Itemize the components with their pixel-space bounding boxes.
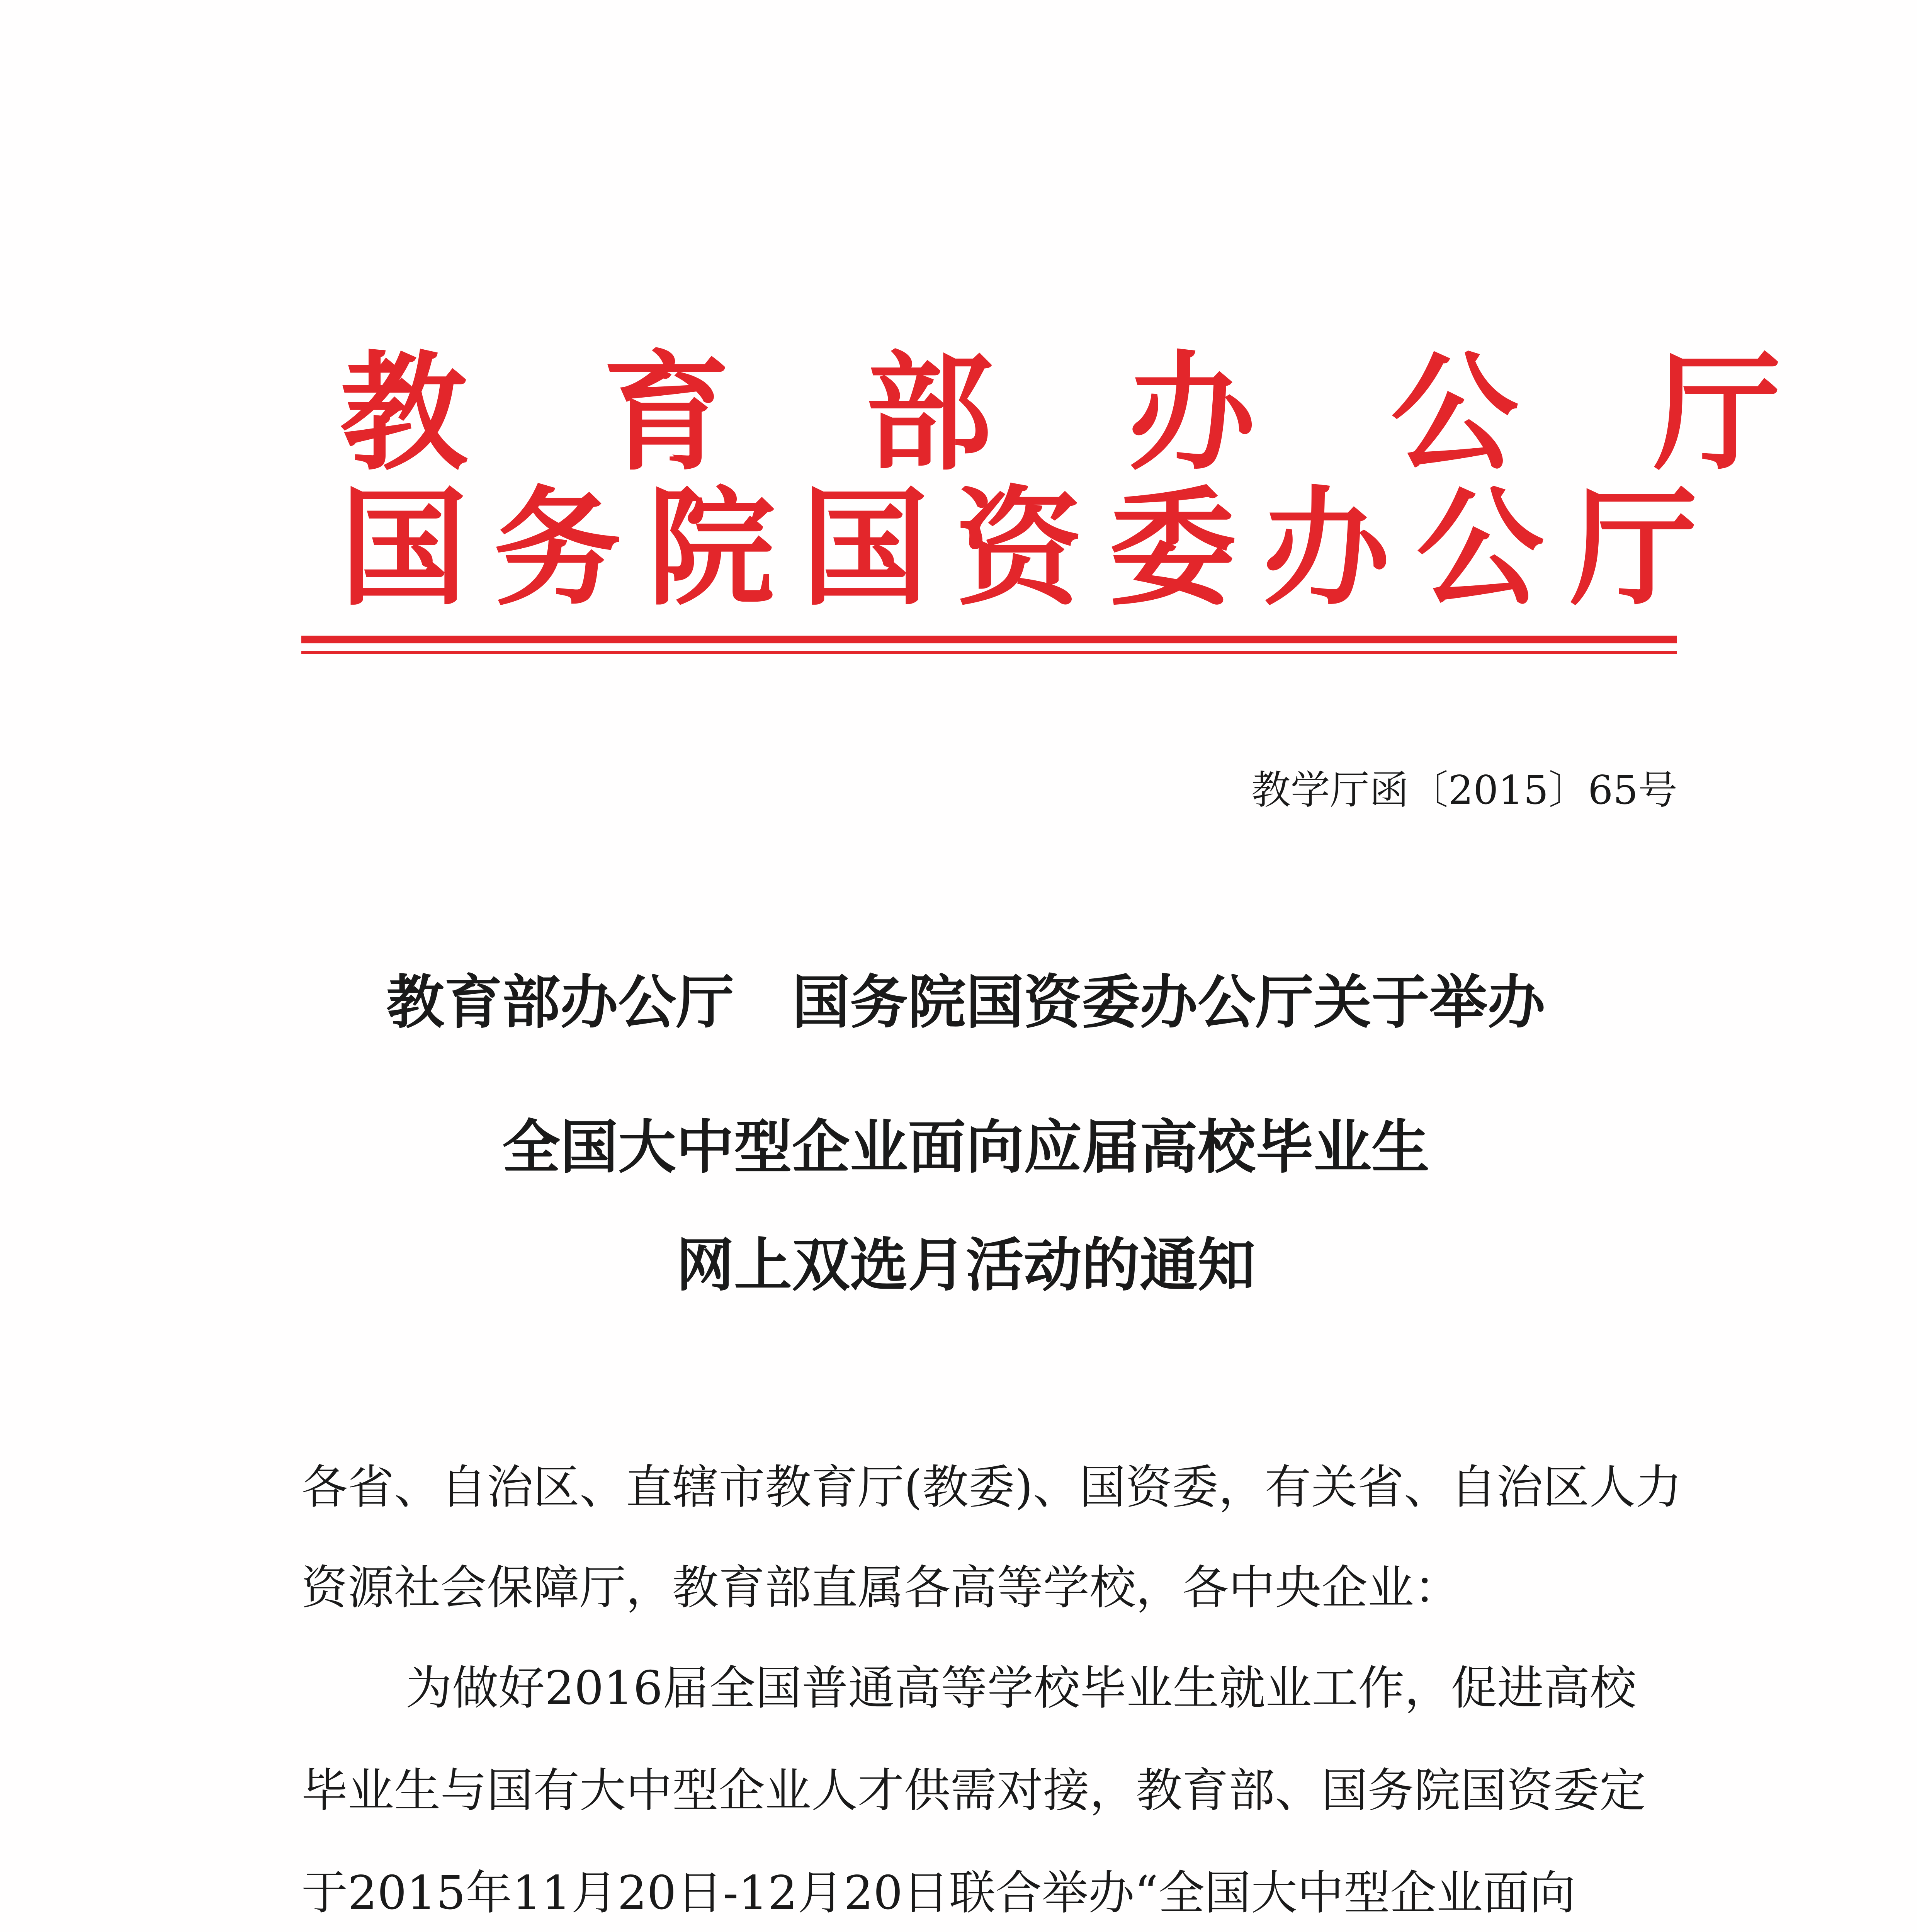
document-title-line-3: 网上双选月活动的通知 [676,1232,1256,1299]
recipients-line-2: 资源社会保障厅，教育部直属各高等学校，各中央企业： [301,1561,1460,1615]
header-red-rule-thin [301,651,1677,654]
document-number: 教学厅函〔2015〕65号 [1251,767,1677,813]
document-title-line-2: 全国大中型企业面向应届高校毕业生 [502,1114,1429,1181]
recipients-line-1: 各省、自治区、直辖市教育厅(教委)、国资委，有关省、自治区人力 [301,1461,1682,1514]
document-title-line-1: 教育部办公厅 国务院国资委办公厅关于举办 [386,969,1545,1036]
letterhead-line-2: 国务院国资委办公厅 [340,474,1724,623]
paragraph-line-3: 于2015年11月20日-12月20日联合举办“全国大中型企业面向 [301,1866,1576,1920]
paragraph-line-1: 为做好2016届全国普通高等学校毕业生就业工作，促进高校 [406,1662,1637,1715]
letterhead-line-1: 教育部办公厅 [340,339,1916,488]
paragraph-line-2: 毕业生与国有大中型企业人才供需对接，教育部、国务院国资委定 [301,1764,1646,1818]
header-red-rule-thick [301,636,1677,643]
